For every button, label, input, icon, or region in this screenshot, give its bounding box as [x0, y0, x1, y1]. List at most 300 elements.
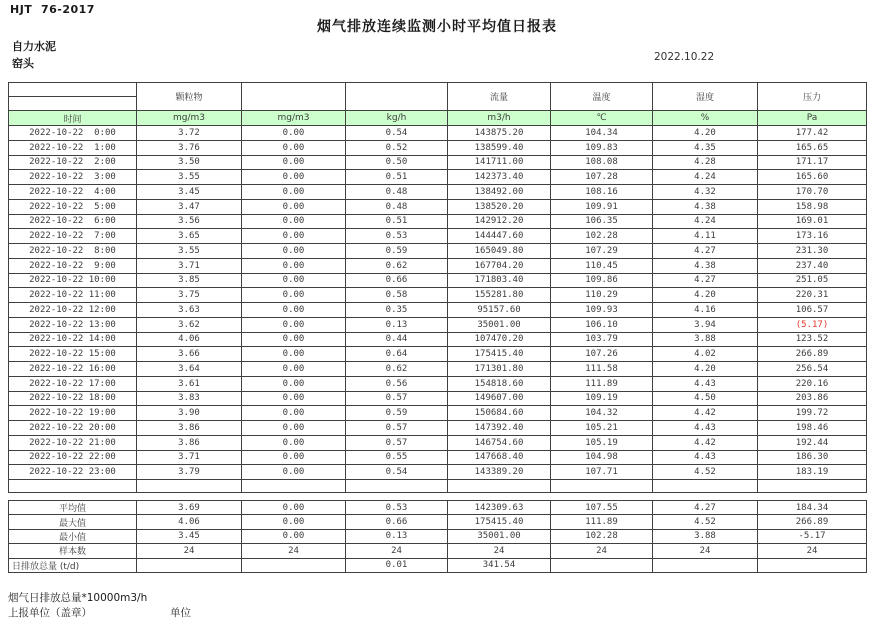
value-cell: 0.00	[242, 155, 346, 170]
value-cell: 0.00	[242, 450, 346, 465]
summary-value-cell: 0.00	[242, 501, 346, 515]
summary-value-cell	[758, 558, 867, 572]
value-cell: 0.64	[346, 347, 448, 362]
unit-header: %	[653, 111, 758, 126]
value-cell: 103.79	[551, 332, 653, 347]
value-cell: 3.50	[137, 155, 242, 170]
value-cell: 104.98	[551, 450, 653, 465]
time-cell: 2022-10-22 10:00	[9, 273, 137, 288]
value-cell: 0.00	[242, 435, 346, 450]
value-cell: 231.30	[758, 244, 867, 259]
empty-cell	[551, 480, 653, 493]
value-cell: 169.01	[758, 214, 867, 229]
value-cell: 0.54	[346, 465, 448, 480]
value-cell: 4.16	[653, 303, 758, 318]
summary-value-cell: 4.52	[653, 515, 758, 529]
value-cell: 106.57	[758, 303, 867, 318]
value-cell: 0.51	[346, 170, 448, 185]
time-cell: 2022-10-22 16:00	[9, 362, 137, 377]
data-row	[9, 435, 867, 450]
value-cell: 0.00	[242, 288, 346, 303]
value-cell: 149607.00	[448, 391, 551, 406]
value-cell: 4.38	[653, 258, 758, 273]
data-row	[9, 450, 867, 465]
summary-value-cell: 341.54	[448, 558, 551, 572]
value-cell: 0.00	[242, 199, 346, 214]
value-cell: 3.76	[137, 140, 242, 155]
value-cell: 3.62	[137, 317, 242, 332]
summary-row	[9, 544, 867, 558]
summary-row	[9, 515, 867, 529]
group-header: 温度	[551, 83, 653, 111]
value-cell: 4.42	[653, 406, 758, 421]
value-cell: 107.28	[551, 170, 653, 185]
spacer-row	[9, 480, 867, 493]
value-cell: 0.57	[346, 435, 448, 450]
time-cell: 2022-10-22 2:00	[9, 155, 137, 170]
unit-label: 单位	[170, 607, 191, 619]
value-cell: 220.16	[758, 376, 867, 391]
value-cell: 186.30	[758, 450, 867, 465]
summary-value-cell: 24	[137, 544, 242, 558]
standard-label: HJT 76-2017	[10, 3, 95, 16]
flow-total-note: 烟气日排放总量*10000m3/h	[8, 592, 148, 604]
value-cell: 0.00	[242, 332, 346, 347]
time-column-header: 时间	[9, 111, 137, 126]
time-cell: 2022-10-22 0:00	[9, 126, 137, 141]
summary-value-cell: 24	[551, 544, 653, 558]
value-cell: 107.29	[551, 244, 653, 259]
value-cell: 165.65	[758, 140, 867, 155]
summary-value-cell: 3.88	[653, 529, 758, 543]
summary-value-cell: 142309.63	[448, 501, 551, 515]
data-row	[9, 347, 867, 362]
value-cell: 0.48	[346, 185, 448, 200]
value-cell: 4.35	[653, 140, 758, 155]
value-cell: 0.00	[242, 406, 346, 421]
empty-cell	[448, 480, 551, 493]
value-cell: 138599.40	[448, 140, 551, 155]
empty-cell	[653, 480, 758, 493]
value-cell: 0.48	[346, 199, 448, 214]
value-cell: (5.17)	[758, 317, 867, 332]
value-cell: 4.43	[653, 376, 758, 391]
summary-value-cell: 102.28	[551, 529, 653, 543]
value-cell: 147668.40	[448, 450, 551, 465]
value-cell: 4.28	[653, 155, 758, 170]
value-cell: 95157.60	[448, 303, 551, 318]
summary-value-cell: 266.89	[758, 515, 867, 529]
value-cell: 0.44	[346, 332, 448, 347]
time-cell: 2022-10-22 19:00	[9, 406, 137, 421]
value-cell: 0.00	[242, 244, 346, 259]
value-cell: 107.71	[551, 465, 653, 480]
value-cell: 143389.20	[448, 465, 551, 480]
value-cell: 3.45	[137, 185, 242, 200]
value-cell: 171803.40	[448, 273, 551, 288]
value-cell: 138492.00	[448, 185, 551, 200]
value-cell: 0.56	[346, 376, 448, 391]
unit-header: m3/h	[448, 111, 551, 126]
hourly-data-table	[8, 82, 867, 493]
data-row	[9, 288, 867, 303]
value-cell: 150684.60	[448, 406, 551, 421]
time-cell: 2022-10-22 1:00	[9, 140, 137, 155]
data-row	[9, 376, 867, 391]
summary-value-cell: 24	[448, 544, 551, 558]
value-cell: 266.89	[758, 347, 867, 362]
group-header: 流量	[448, 83, 551, 111]
value-cell: 0.54	[346, 126, 448, 141]
summary-value-cell: 24	[242, 544, 346, 558]
value-cell: 3.86	[137, 435, 242, 450]
summary-value-cell: 0.00	[242, 515, 346, 529]
summary-value-cell	[653, 558, 758, 572]
summary-label: 样本数	[9, 544, 137, 558]
value-cell: 0.00	[242, 421, 346, 436]
data-row	[9, 258, 867, 273]
summary-value-cell: 24	[346, 544, 448, 558]
value-cell: 0.00	[242, 303, 346, 318]
value-cell: 3.66	[137, 347, 242, 362]
group-header: 颗粒物	[137, 83, 242, 111]
group-header: 湿度	[653, 83, 758, 111]
value-cell: 123.52	[758, 332, 867, 347]
summary-value-cell: 3.45	[137, 529, 242, 543]
value-cell: 4.20	[653, 362, 758, 377]
value-cell: 0.55	[346, 450, 448, 465]
value-cell: 3.61	[137, 376, 242, 391]
value-cell: 4.43	[653, 421, 758, 436]
summary-label: 平均值	[9, 501, 137, 515]
summary-value-cell: 107.55	[551, 501, 653, 515]
value-cell: 0.00	[242, 258, 346, 273]
header-blank-top	[9, 83, 137, 97]
summary-value-cell: 0.13	[346, 529, 448, 543]
value-cell: 220.31	[758, 288, 867, 303]
data-row	[9, 140, 867, 155]
summary-label: 最小值	[9, 529, 137, 543]
summary-value-cell: 184.34	[758, 501, 867, 515]
summary-value-cell: 0.00	[242, 529, 346, 543]
value-cell: 109.93	[551, 303, 653, 318]
value-cell: 3.83	[137, 391, 242, 406]
time-cell: 2022-10-22 4:00	[9, 185, 137, 200]
value-cell: 142373.40	[448, 170, 551, 185]
company-name: 自力水泥	[12, 40, 56, 53]
time-cell: 2022-10-22 18:00	[9, 391, 137, 406]
value-cell: 175415.40	[448, 347, 551, 362]
value-cell: 109.86	[551, 273, 653, 288]
value-cell: 198.46	[758, 421, 867, 436]
value-cell: 3.55	[137, 170, 242, 185]
data-row	[9, 332, 867, 347]
value-cell: 107.26	[551, 347, 653, 362]
time-cell: 2022-10-22 15:00	[9, 347, 137, 362]
time-cell: 2022-10-22 5:00	[9, 199, 137, 214]
value-cell: 0.53	[346, 229, 448, 244]
value-cell: 4.52	[653, 465, 758, 480]
value-cell: 3.90	[137, 406, 242, 421]
data-row	[9, 199, 867, 214]
data-row	[9, 155, 867, 170]
empty-cell	[9, 480, 137, 493]
value-cell: 4.50	[653, 391, 758, 406]
summary-value-cell: 111.89	[551, 515, 653, 529]
value-cell: 107470.20	[448, 332, 551, 347]
summary-value-cell	[137, 558, 242, 572]
value-cell: 4.27	[653, 273, 758, 288]
unit-header: kg/h	[346, 111, 448, 126]
value-cell: 4.38	[653, 199, 758, 214]
report-date: 2022.10.22	[654, 51, 715, 63]
monitor-point-name: 窑头	[12, 57, 34, 70]
data-row	[9, 170, 867, 185]
value-cell: 4.42	[653, 435, 758, 450]
summary-value-cell: 24	[653, 544, 758, 558]
value-cell: 165.60	[758, 170, 867, 185]
reporting-unit-label: 上报单位（盖章）	[8, 607, 92, 619]
value-cell: 154818.60	[448, 376, 551, 391]
value-cell: 3.47	[137, 199, 242, 214]
value-cell: 167704.20	[448, 258, 551, 273]
value-cell: 147392.40	[448, 421, 551, 436]
value-cell: 251.05	[758, 273, 867, 288]
value-cell: 0.00	[242, 376, 346, 391]
value-cell: 108.16	[551, 185, 653, 200]
value-cell: 0.00	[242, 317, 346, 332]
value-cell: 173.16	[758, 229, 867, 244]
report-title: 烟气排放连续监测小时平均值日报表	[317, 19, 557, 35]
value-cell: 170.70	[758, 185, 867, 200]
group-header-blank	[242, 83, 346, 111]
value-cell: 3.85	[137, 273, 242, 288]
summary-table	[8, 500, 867, 573]
value-cell: 3.75	[137, 288, 242, 303]
value-cell: 0.51	[346, 214, 448, 229]
empty-cell	[137, 480, 242, 493]
time-cell: 2022-10-22 17:00	[9, 376, 137, 391]
value-cell: 3.79	[137, 465, 242, 480]
value-cell: 4.24	[653, 170, 758, 185]
summary-value-cell: 4.06	[137, 515, 242, 529]
time-cell: 2022-10-22 13:00	[9, 317, 137, 332]
time-cell: 2022-10-22 7:00	[9, 229, 137, 244]
value-cell: 143875.20	[448, 126, 551, 141]
value-cell: 3.72	[137, 126, 242, 141]
value-cell: 171.17	[758, 155, 867, 170]
value-cell: 0.59	[346, 244, 448, 259]
value-cell: 177.42	[758, 126, 867, 141]
value-cell: 138520.20	[448, 199, 551, 214]
value-cell: 0.00	[242, 185, 346, 200]
value-cell: 0.52	[346, 140, 448, 155]
value-cell: 199.72	[758, 406, 867, 421]
value-cell: 155281.80	[448, 288, 551, 303]
value-cell: 0.50	[346, 155, 448, 170]
summary-value-cell: 3.69	[137, 501, 242, 515]
value-cell: 0.00	[242, 126, 346, 141]
value-cell: 158.98	[758, 199, 867, 214]
value-cell: 104.32	[551, 406, 653, 421]
summary-label: 最大值	[9, 515, 137, 529]
data-row	[9, 244, 867, 259]
value-cell: 141711.00	[448, 155, 551, 170]
value-cell: 4.32	[653, 185, 758, 200]
value-cell: 35001.00	[448, 317, 551, 332]
data-row	[9, 406, 867, 421]
value-cell: 106.10	[551, 317, 653, 332]
value-cell: 3.65	[137, 229, 242, 244]
data-row	[9, 273, 867, 288]
value-cell: 4.24	[653, 214, 758, 229]
group-header-blank	[346, 83, 448, 111]
value-cell: 110.29	[551, 288, 653, 303]
data-row	[9, 465, 867, 480]
data-row	[9, 185, 867, 200]
value-cell: 4.20	[653, 288, 758, 303]
value-cell: 3.94	[653, 317, 758, 332]
value-cell: 109.19	[551, 391, 653, 406]
value-cell: 3.55	[137, 244, 242, 259]
value-cell: 171301.80	[448, 362, 551, 377]
time-cell: 2022-10-22 23:00	[9, 465, 137, 480]
value-cell: 144447.60	[448, 229, 551, 244]
value-cell: 4.02	[653, 347, 758, 362]
unit-header: mg/m3	[242, 111, 346, 126]
value-cell: 106.35	[551, 214, 653, 229]
summary-value-cell: 0.53	[346, 501, 448, 515]
value-cell: 192.44	[758, 435, 867, 450]
value-cell: 0.35	[346, 303, 448, 318]
table-header	[9, 83, 867, 126]
summary-row	[9, 501, 867, 515]
value-cell: 0.00	[242, 140, 346, 155]
data-row	[9, 214, 867, 229]
value-cell: 110.45	[551, 258, 653, 273]
value-cell: 0.00	[242, 391, 346, 406]
value-cell: 3.88	[653, 332, 758, 347]
data-row	[9, 362, 867, 377]
value-cell: 0.00	[242, 347, 346, 362]
value-cell: 3.64	[137, 362, 242, 377]
time-cell: 2022-10-22 9:00	[9, 258, 137, 273]
value-cell: 105.21	[551, 421, 653, 436]
value-cell: 3.71	[137, 258, 242, 273]
value-cell: 102.28	[551, 229, 653, 244]
empty-cell	[242, 480, 346, 493]
data-row	[9, 421, 867, 436]
value-cell: 4.43	[653, 450, 758, 465]
value-cell: 146754.60	[448, 435, 551, 450]
value-cell: 0.66	[346, 273, 448, 288]
value-cell: 0.00	[242, 229, 346, 244]
unit-header: Pa	[758, 111, 867, 126]
summary-row	[9, 529, 867, 543]
value-cell: 111.89	[551, 376, 653, 391]
value-cell: 104.34	[551, 126, 653, 141]
summary-row	[9, 558, 867, 572]
summary-body	[9, 501, 867, 573]
value-cell: 165049.80	[448, 244, 551, 259]
value-cell: 0.13	[346, 317, 448, 332]
data-row	[9, 391, 867, 406]
value-cell: 0.00	[242, 465, 346, 480]
data-row	[9, 229, 867, 244]
summary-value-cell	[551, 558, 653, 572]
data-row	[9, 126, 867, 141]
summary-value-cell	[242, 558, 346, 572]
value-cell: 105.19	[551, 435, 653, 450]
value-cell: 4.27	[653, 244, 758, 259]
summary-label: 日排放总量 (t/d)	[9, 558, 137, 572]
value-cell: 3.86	[137, 421, 242, 436]
value-cell: 203.86	[758, 391, 867, 406]
value-cell: 0.62	[346, 362, 448, 377]
group-header: 压力	[758, 83, 867, 111]
summary-value-cell: -5.17	[758, 529, 867, 543]
value-cell: 0.00	[242, 214, 346, 229]
table-body	[9, 126, 867, 493]
value-cell: 0.00	[242, 273, 346, 288]
time-cell: 2022-10-22 8:00	[9, 244, 137, 259]
summary-value-cell: 0.66	[346, 515, 448, 529]
time-cell: 2022-10-22 20:00	[9, 421, 137, 436]
value-cell: 256.54	[758, 362, 867, 377]
value-cell: 0.58	[346, 288, 448, 303]
value-cell: 0.00	[242, 362, 346, 377]
summary-value-cell: 4.27	[653, 501, 758, 515]
value-cell: 142912.20	[448, 214, 551, 229]
data-row	[9, 303, 867, 318]
value-cell: 109.83	[551, 140, 653, 155]
data-row	[9, 317, 867, 332]
value-cell: 0.00	[242, 170, 346, 185]
time-cell: 2022-10-22 14:00	[9, 332, 137, 347]
value-cell: 3.56	[137, 214, 242, 229]
value-cell: 108.08	[551, 155, 653, 170]
value-cell: 237.40	[758, 258, 867, 273]
value-cell: 111.58	[551, 362, 653, 377]
value-cell: 3.63	[137, 303, 242, 318]
time-cell: 2022-10-22 3:00	[9, 170, 137, 185]
value-cell: 3.71	[137, 450, 242, 465]
value-cell: 0.62	[346, 258, 448, 273]
value-cell: 0.57	[346, 391, 448, 406]
value-cell: 0.59	[346, 406, 448, 421]
summary-value-cell: 0.01	[346, 558, 448, 572]
value-cell: 4.20	[653, 126, 758, 141]
summary-value-cell: 24	[758, 544, 867, 558]
value-cell: 4.11	[653, 229, 758, 244]
summary-value-cell: 35001.00	[448, 529, 551, 543]
empty-cell	[758, 480, 867, 493]
value-cell: 0.57	[346, 421, 448, 436]
header-blank-bottom	[9, 97, 137, 111]
empty-cell	[346, 480, 448, 493]
unit-header: ℃	[551, 111, 653, 126]
value-cell: 183.19	[758, 465, 867, 480]
time-cell: 2022-10-22 22:00	[9, 450, 137, 465]
time-cell: 2022-10-22 12:00	[9, 303, 137, 318]
time-cell: 2022-10-22 6:00	[9, 214, 137, 229]
unit-header: mg/m3	[137, 111, 242, 126]
value-cell: 109.91	[551, 199, 653, 214]
summary-value-cell: 175415.40	[448, 515, 551, 529]
time-cell: 2022-10-22 11:00	[9, 288, 137, 303]
value-cell: 4.06	[137, 332, 242, 347]
time-cell: 2022-10-22 21:00	[9, 435, 137, 450]
